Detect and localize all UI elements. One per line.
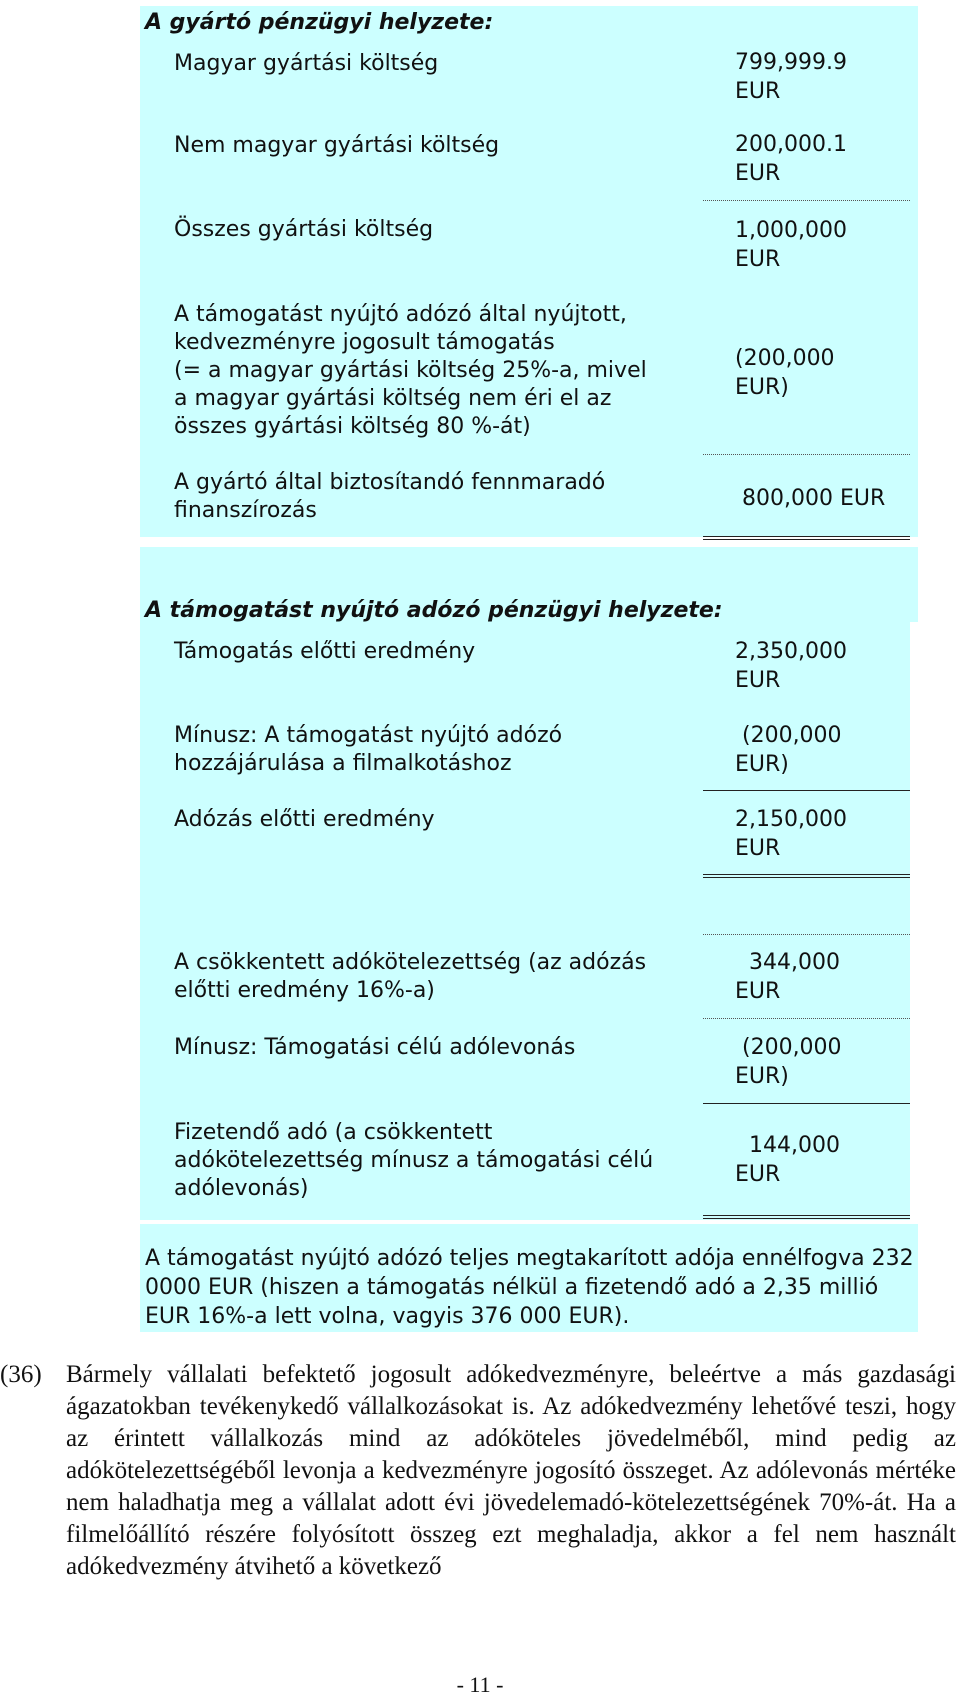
- total-rule: [703, 1215, 910, 1219]
- row-label: Magyar gyártási költség: [174, 51, 439, 76]
- row-value: 2,350,000 EUR: [735, 639, 847, 693]
- subtotal-rule: [703, 200, 910, 201]
- row-label: Mínusz: A támogatást nyújtó adózó hozzájárulása a filmalkotáshoz: [174, 723, 563, 776]
- paragraph-text: Bármely vállalati befektető jogosult adókedvezményre, beleértve a más gazdasági ágazatokban tevékenykedő vállalkozásokat is. Az adókedvezmény lehetővé teszi, hogy az érintett vállalkozás mind az adóköteles jövedelméből, mind pedig az adókötelezettségéből levonja a kedvezményre jogosító összeget. Az adólevonás mértéke nem haladhatja meg a vállalat adott évi jövedelemadó-kötelezettségének 70%-át. Ha a filmelőállító részére folyósított összeg ezt meghaladja, akkor a fel nem használt adókedvezmény átvihető a következő: [66, 1361, 956, 1580]
- row-value: 799,999.9 EUR: [735, 50, 847, 104]
- row-value: 2,150,000 EUR: [735, 807, 847, 861]
- row-label: Összes gyártási költség: [174, 217, 434, 242]
- row-label: A gyártó által biztosítandó fennmaradó finanszírozás: [174, 470, 606, 523]
- subtotal-rule: [703, 1103, 910, 1104]
- section1-heading: A gyártó pénzügyi helyzete:: [145, 10, 494, 35]
- row-value: (200,000 EUR): [735, 346, 835, 400]
- row-label: Adózás előtti eredmény: [174, 807, 435, 832]
- subtotal-rule: [703, 1018, 910, 1019]
- row-label: Mínusz: Támogatási célú adólevonás: [174, 1035, 576, 1060]
- row-value: 200,000.1 EUR: [735, 132, 847, 186]
- section-rule: [703, 934, 910, 935]
- section2-heading: A támogatást nyújtó adózó pénzügyi helyzete:: [145, 598, 723, 623]
- subtotal-rule: [703, 790, 910, 791]
- row-label: Nem magyar gyártási költség: [174, 133, 500, 158]
- row-value: (200,000 EUR): [735, 1035, 842, 1089]
- row-value: 800,000 EUR: [742, 486, 886, 511]
- summary-text: A támogatást nyújtó adózó teljes megtakarított adója ennélfogva 232 0000 EUR (hiszen a támogatás nélkül a fizetendő adó a 2,35 millió EUR 16%-a lett volna, vagyis 376 000 EUR).: [145, 1246, 914, 1329]
- row-value: 344,000 EUR: [735, 950, 840, 1004]
- row-label: Támogatás előtti eredmény: [174, 639, 476, 664]
- row-label: Fizetendő adó (a csökkentett adókötelezettség mínusz a támogatási célú adólevonás): [174, 1120, 654, 1201]
- page-number: - 11 -: [456, 1672, 504, 1697]
- row-value: (200,000 EUR): [735, 723, 842, 777]
- row-value: 144,000 EUR: [735, 1133, 840, 1187]
- paragraph-number: (36): [0, 1361, 42, 1388]
- total-rule: [703, 874, 910, 878]
- row-value: 1,000,000 EUR: [735, 218, 847, 272]
- total-rule: [703, 536, 910, 540]
- subtotal-rule: [703, 454, 910, 455]
- row-label: A csökkentett adókötelezettség (az adózás előtti eredmény 16%-a): [174, 950, 647, 1003]
- row-label: A támogatást nyújtó adózó által nyújtott, kedvezményre jogosult támogatás (= a magyar gyártási költség 25%-a, mivel a magyar gyártási költség nem éri el az összes gyártási költség 80 %-át): [174, 302, 647, 439]
